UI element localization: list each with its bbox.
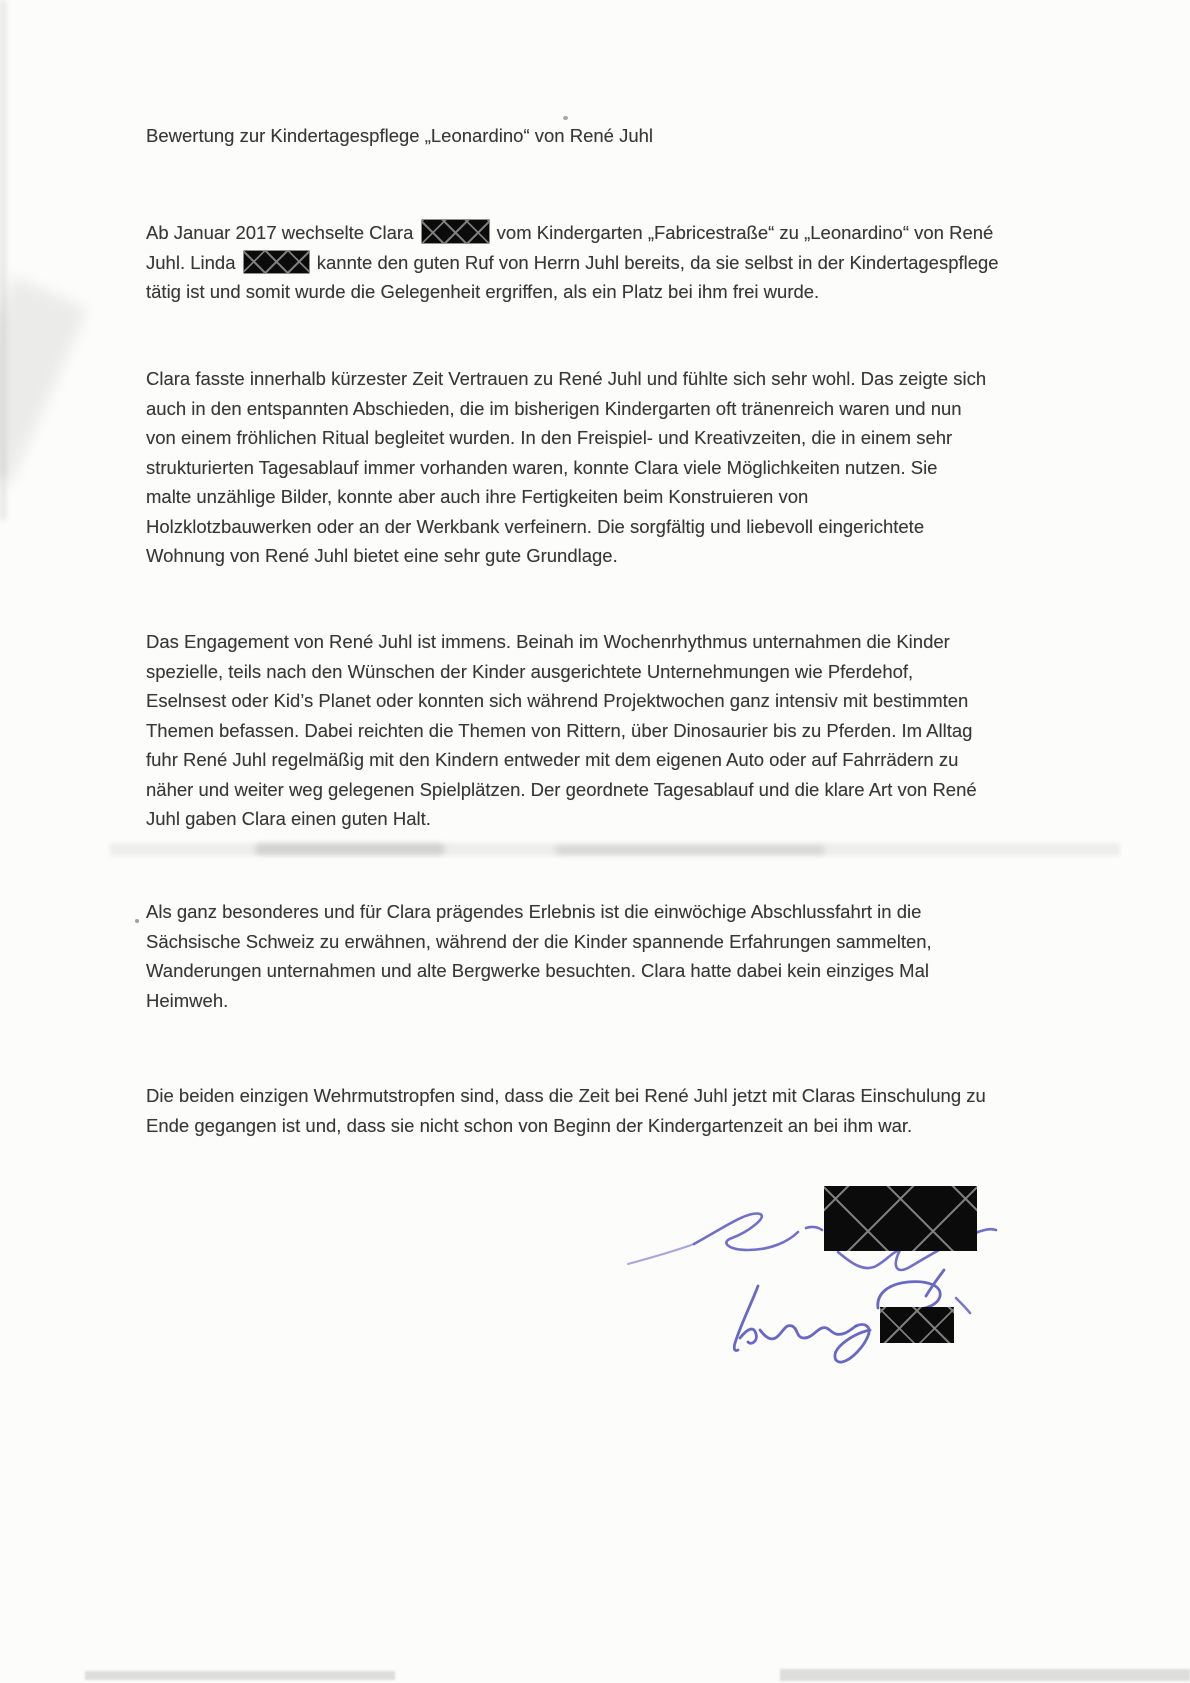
text-line: Als ganz besonderes und für Clara prägendes Erlebnis ist die einwöchige Abschlussfahrt in die [146,901,922,922]
text-line: Juhl gaben Clara einen guten Halt. [146,808,431,829]
text-line: Eselnsest oder Kid’s Planet oder konnten sich während Projektwochen ganz intensiv mit bestimmten [146,690,969,711]
text-line: Wohnung von René Juhl bietet eine sehr gute Grundlage. [146,545,618,566]
text-line: spezielle, teils nach den Wünschen der Kinder ausgerichtete Unternehmungen wie Pferdehof, [146,660,914,682]
scan-artifact-bottom-left [85,1671,395,1680]
text-line: Sächsische Schweiz zu erwähnen, während der die Kinder spannende Erfahrungen sammelten, [146,930,932,952]
redaction-box-r1 [422,220,489,243]
scan-artifact-smudge-2 [555,845,825,855]
scan-artifact-left-edge [0,0,6,520]
text-line: näher und weiter weg gelegenen Spielplätzen. Der geordnete Tagesablauf und die klare Art von René [146,778,977,800]
paragraph-engagement [146,627,1106,834]
scan-artifact-bottom-right [780,1669,1190,1681]
paragraph-intro [146,218,1106,307]
text-line: Clara fasste innerhalb kürzester Zeit Vertrauen zu René Juhl und fühlte sich sehr wohl. Das zeigte sich [146,368,987,389]
scan-artifact-top-dot [563,116,568,120]
paragraph-vertrauen [146,364,1106,571]
text-line: Heimweh. [146,989,229,1011]
text-line: strukturierten Tagesablauf immer vorhanden waren, konnte Clara viele Möglichkeiten nutzen. Sie [146,456,938,478]
scan-artifact-band [110,843,1120,856]
paragraph-wehrmutstropfen [146,1081,1106,1140]
text-line: von einem fröhlichen Ritual begleitet wurden. In den Freispiel- und Kreativzeiten, die in einem sehr [146,427,953,448]
redaction-box-signature-small [880,1307,954,1343]
text-line: Holzklotzbauwerken oder an der Werkbank verfeinern. Die sorgfältig und liebevoll eingerichtete [146,515,925,537]
text-line: Wanderungen unternahmen und alte Bergwerke besuchten. Clara hatte dabei kein einziges Mal [146,960,929,981]
scan-artifact-left-streak [0,277,87,483]
scan-artifact-para-dot [135,919,139,923]
text-line: Ende gegangen ist und, dass sie nicht schon von Beginn der Kindergartenzeit an bei ihm war. [146,1114,913,1136]
text-line: Die beiden einzigen Wehrmutstropfen sind, dass die Zeit bei René Juhl jetzt mit Claras Einschulung zu [146,1085,986,1106]
redaction-box-r2 [244,251,309,273]
text-line: Ab Januar 2017 wechselte Clara vom Kindergarten „Fabricestraße“ zu „Leonardino“ von René [146,222,994,243]
text-line: malte unzählige Bilder, konnte aber auch ihre Fertigkeiten beim Konstruieren von [146,486,809,507]
scan-artifact-smudge-1 [255,843,445,855]
text-line: auch in den entspannten Abschieden, die im bisherigen Kindergarten oft tränenreich waren und nun [146,397,962,419]
document-title: Bewertung zur Kindertagespflege „Leonardino“ von René Juhl [146,125,654,146]
text-line: Juhl. Linda kannte den guten Ruf von Herrn Juhl bereits, da sie selbst in der Kindertagespflege [146,251,999,273]
text-line: Das Engagement von René Juhl ist immens. Beinah im Wochenrhythmus unternahmen die Kinder [146,631,950,652]
redaction-box-signature-large [824,1186,977,1251]
text-line: fuhr René Juhl regelmäßig mit den Kindern entweder mit dem eigenen Auto oder auf Fahrrädern zu [146,749,959,770]
text-line: tätig ist und somit wurde die Gelegenheit ergriffen, als ein Platz bei ihm frei wurde. [146,281,820,302]
paragraph-abschlussfahrt [146,897,1106,1015]
text-line: Themen befassen. Dabei reichten die Themen von Rittern, über Dinosaurier bis zu Pferden. Im Alltag [146,719,973,741]
